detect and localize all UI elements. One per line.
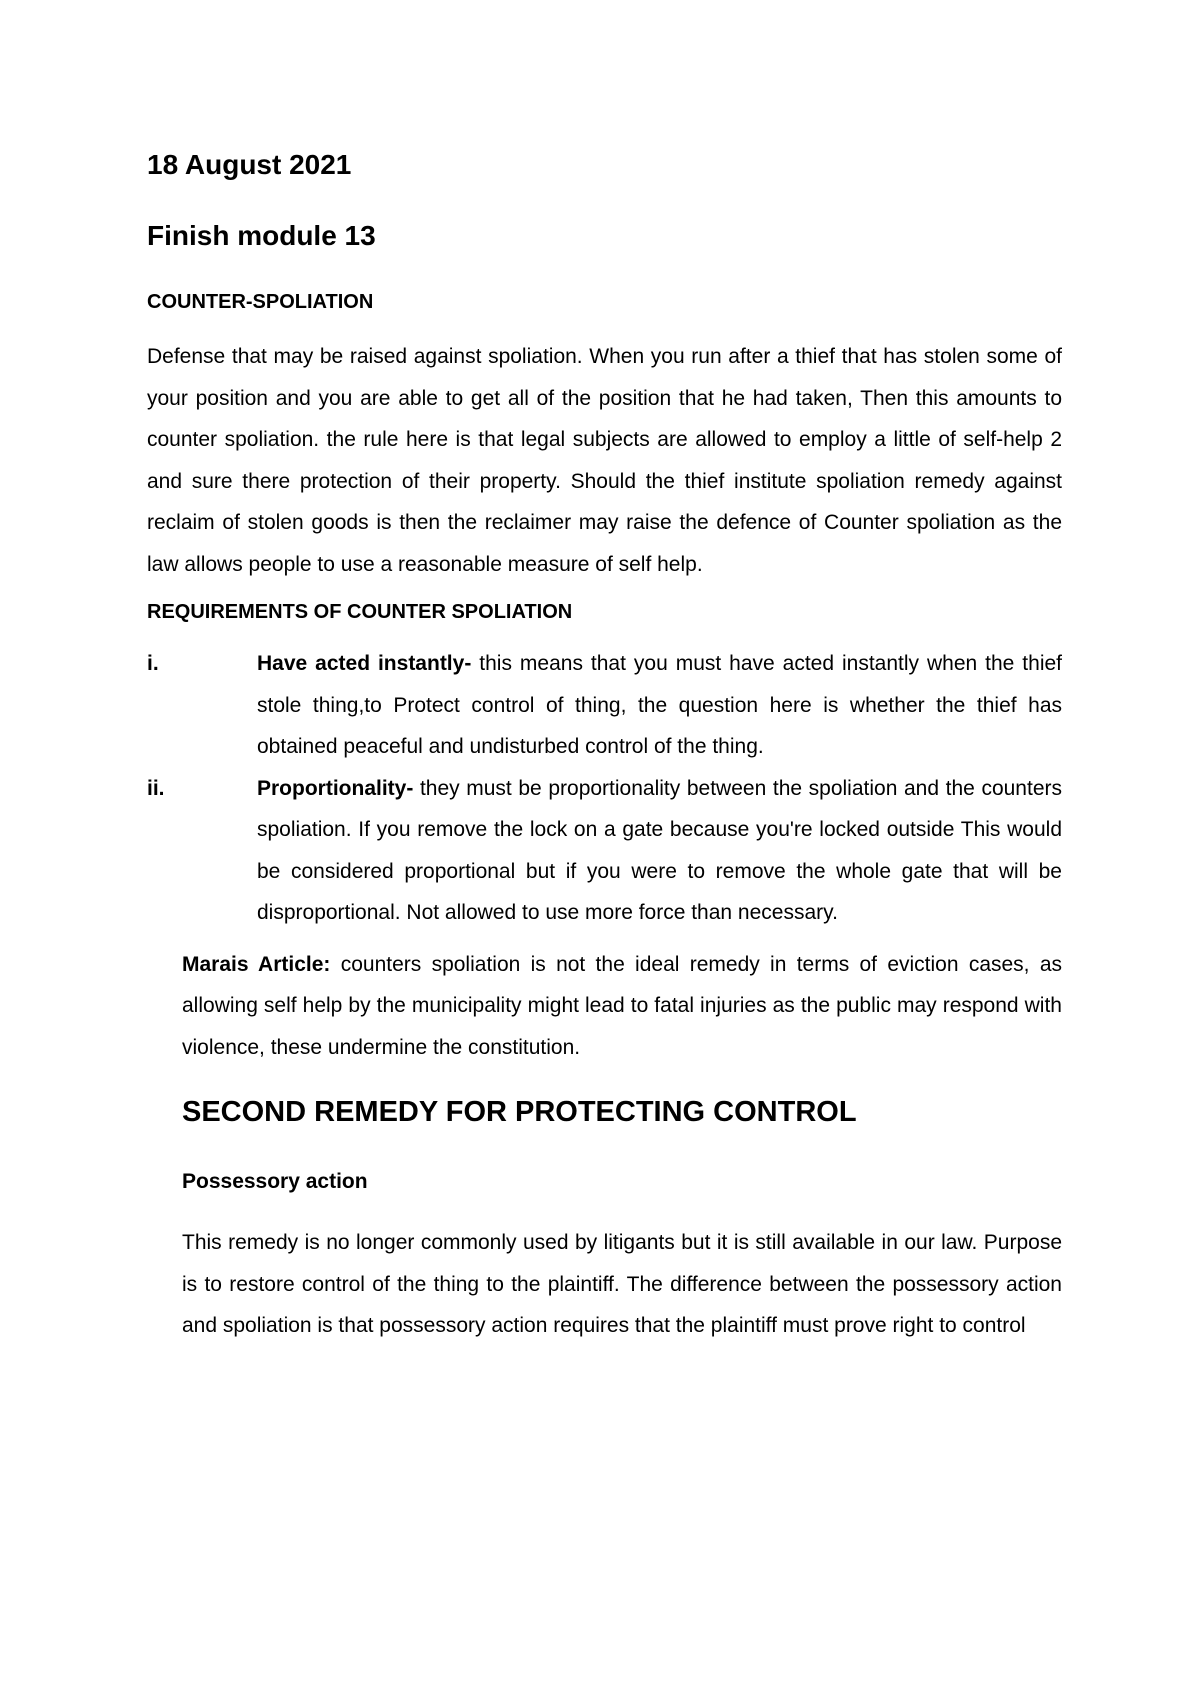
marais-term: Marais Article: (182, 952, 331, 976)
possessory-action-paragraph: This remedy is no longer commonly used by litigants but it is still available in our law. Purpose is to restore control of the thing to the plaintiff. The difference between the possessory action and spoliation is that possessory action requires that the plaintiff must prove right to control (182, 1231, 1062, 1337)
marais-text: counters spoliation is not the ideal remedy in terms of eviction cases, as allowing self help by the municipality might lead to fatal injuries as the public may respond with violence, these undermine the constitution. (182, 952, 1062, 1059)
requirement-item-proportionality (147, 768, 1062, 934)
counter-spoliation-paragraph: Defense that may be raised against spoliation. When you run after a thief that has stolen some of your position and you are able to get all of the position that he had taken, Then this amounts to counter spoliation. the rule here is that legal subjects are allowed to employ a little of self-help 2 and sure there protection of their property. Should the thief institute spoliation remedy against reclaim of stolen goods is then the reclaimer may raise the defence of Counter spoliation as the law allows people to use a reasonable measure of self help. (147, 345, 1062, 576)
possessory-action-heading: Possessory action (182, 1170, 368, 1193)
marais-paragraph (182, 944, 1062, 1069)
module-title: Finish module 13 (147, 220, 376, 251)
requirement-text: they must be proportionality between the spoliation and the counters spoliation. If you remove the lock on a gate because you're locked outside This would be considered proportional but if you were to remove the whole gate that will be disproportional. Not allowed to use more force than necessary. (257, 776, 1062, 924)
document-page (147, 148, 1062, 1347)
requirement-term: Have acted instantly- (257, 652, 472, 675)
requirements-list (147, 643, 1062, 934)
counter-spoliation-heading: COUNTER-SPOLIATION (147, 291, 374, 313)
second-remedy-heading: SECOND REMEDY FOR PROTECTING CONTROL (182, 1096, 857, 1128)
requirement-text: this means that you must have acted instantly when the thief stole thing,to Protect control of thing, the question here is whether the thief has obtained peaceful and undisturbed control of the thing. (257, 652, 1062, 758)
requirement-term: Proportionality- (257, 776, 414, 800)
requirement-number: ii. (147, 776, 165, 800)
requirement-number: i. (147, 652, 159, 675)
requirement-item-instant (147, 643, 1062, 768)
requirements-heading: REQUIREMENTS OF COUNTER SPOLIATION (147, 601, 573, 623)
document-date: 18 August 2021 (147, 149, 352, 180)
